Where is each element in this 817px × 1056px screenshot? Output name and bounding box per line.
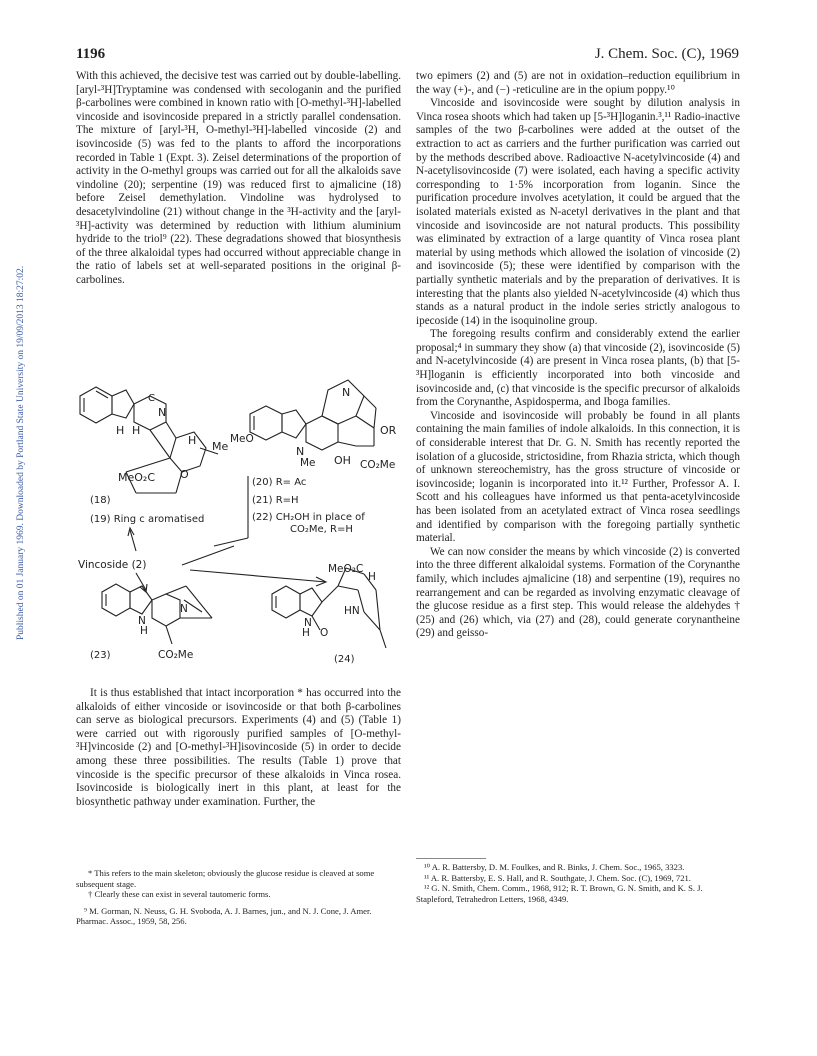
page-number: 1196 [76, 46, 106, 62]
structure-23 [102, 584, 212, 644]
label-meo: MeO [230, 433, 254, 445]
label-n: N [138, 615, 146, 627]
label-o: O [180, 468, 189, 481]
label-o: O [320, 627, 329, 639]
label-or: OR [380, 424, 397, 437]
left-column-bottom [76, 687, 401, 809]
left-column-top [76, 70, 401, 288]
paragraph: The foregoing results confirm and considerably extend the earlier proposal;⁴ in summary they show (a) that vincoside (2), isovincoside (5) and N-acetylvincoside (4) are present in Vinca rosea plants, (b) that [5-³H]loganin is efficiently incorporated into both vincoside and isovincoside and, (c) that vincoside is the specific precursor of alkaloids from the Corynanthe, Aspidosperma, and Iboga families. [416, 328, 740, 409]
footnotes-right [416, 862, 740, 904]
paragraph: It is thus established that intact incorporation * has occurred into the alkaloids of either vincoside or isovincoside or that both β-carbolines can serve as biological precursors. Experiments (4) and (5) (Table 1) were carried out with rigorously purified samples of [O-methyl-³H]vincoside (2) and [O-methyl-³H]isovincoside (5) in order to decide among these three possibilities. The results (Table 1) prove that vincoside is the specific precursor of these alkaloids in Vinca rosea. Isovincoside is biologically inert in this plant, at least for the biosynthetic pathway under examination. Further, the [76, 687, 401, 808]
label-oh: OH [334, 454, 351, 467]
paragraph: Vincoside and isovincoside were sought by dilution analysis in Vinca rosea shoots which had taken up [5-³H]loganin.³,¹¹ Radio-inactive samples of the two β-carbolines were added at the outset of the extraction to act as carriers and the further purification was carried out by the methods described above. Radioactive N-acetylvincoside (4) and N-acetylisovincoside (7) were isolated, each having a specific activity corresponding to 1·5% incorporation from loganin. Since the purification procedure involves acetylation, it could be argued that the isolated materials existed as N-acetyl derivatives in the plant and that vincoside and isovincoside are not natural products. This possibility was eliminated by extraction of a large quantity of Vinca rosea plant material by using methods which allowed the isolation of vincoside (2) and isovincoside (5); these were identified by comparison with the partially synthetic materials and by the preparation of derivatives. It is interesting that the plants also yielded N-acetylvincoside (4) which thus stands as a natural product in the indole series strictly analogous to ipecoside (14) in the isoquinoline group. [416, 97, 740, 327]
label-n: N [304, 617, 312, 629]
arrow-line [182, 546, 234, 565]
vincoside-label: Vincoside (2) [78, 559, 147, 571]
label-n: N [158, 406, 167, 419]
compound-23-label: (23) [90, 650, 111, 661]
label-me: Me [300, 457, 316, 469]
reference-9: ⁹ M. Gorman, N. Neuss, G. H. Svoboda, A. J. Barnes, jun., and N. J. Cone, J. Amer. Pharmac. Assoc., 1959, 58, 256. [76, 905, 372, 927]
label-co2me: CO₂Me [360, 459, 396, 471]
download-notice-text: Published on 01 January 1969. Downloaded by Portland State University on 19/09/2013 18:27:02. [16, 265, 26, 640]
label-n: N [296, 445, 305, 458]
compound-18-label: (18) [90, 495, 111, 506]
label-h: H [188, 434, 197, 447]
compound-20-label: (20) R= Ac [252, 477, 307, 488]
structures-svg [76, 368, 406, 668]
paragraph: Vincoside and isovincoside will probably be found in all plants containing the main families of indole alkaloids. In this connection, it is of considerable interest that Dr. G. N. Smith has recently reported the isolation of a glucoside, strictosidine, from Rhazia stricta, which though of unknown stereochemistry, has the gross structure of vincoside or isovincoside; loganin is incorporated into it.¹² Further, Professor A. I. Scott and his colleagues have informed us that penta-acetylvincoside has been isolated from an acetylated extract of Vinca rosea seedlings and identified by comparison with the foregoing partially synthetic material. [416, 409, 740, 545]
label-hn: HN [344, 605, 360, 617]
arrow-line [190, 570, 326, 582]
bracket-line [214, 538, 248, 546]
paragraph: We can now consider the means by which vincoside (2) is converted into the three different alkaloidal systems. Formation of the Corynanthe family, which includes ajmalicine (18) and serpentine (19), requires no rearrangement and can be regarded as involving enzymatic cleavage of the glucose residue as a first step. This would release the aldehydes † (25) and (26) which, via (27) and (28), could generate corynantheine (29) and geisso- [416, 545, 740, 640]
label-n: N [180, 603, 188, 615]
label-h: H [302, 627, 310, 639]
label-h: H [140, 625, 148, 637]
footnote-dagger: † Clearly these can exist in several tautomeric forms. [88, 889, 271, 900]
footnotes-left [76, 868, 401, 927]
label-co2me: CO₂Me [158, 649, 194, 661]
label-meo2c: MeO₂C [328, 563, 364, 575]
label-h: H [368, 571, 376, 583]
chemical-structures-figure [76, 368, 406, 668]
label-h: H [132, 424, 141, 437]
reference-12: ¹² G. N. Smith, Chem. Comm., 1968, 912; R. T. Brown, G. N. Smith, and K. S. J. Stapleford, Tetrahedron Letters, 1968, 4349. [416, 883, 703, 904]
compound-19-label: (19) Ring c aromatised [90, 514, 205, 525]
label-me: Me [212, 440, 229, 453]
compound-22-label-2: CO₂Me, R=H [290, 524, 353, 535]
paragraph: With this achieved, the decisive test was carried out by double-labelling. [aryl-³H]Tryptamine was condensed with secologanin and the purified β-carbolines were combined in known ratio with [O-methyl-³H]-labelled vincoside and isovincoside prepared in a strictly parallel condensation. The mixture of [aryl-³H, O-methyl-³H]-labelled vincoside (2) and isovincoside (5) was fed to the plants to afford the incorporations recorded in Table 1 (Expt. 3). Zeisel determinations of the proportion of activity in the O-methyl groups was carried out for all the alkaloids save vindoline (20); serpentine (19) was reduced first to ajmalicine (18) before Zeisel demethylation. Vindoline was hydrolysed to desacetylvindoline (21) without change in the ³H-activity and the [aryl-³H]-activity was determined by reduction with lithium aluminium hydride to the triol⁹ (22). These degradations showed that biosynthesis of the three alkaloidal types had occurred without appreciable change in the ratio of labels set at well-separated positions in the original β-carbolines. [76, 70, 401, 286]
reference-10: ¹⁰ A. R. Battersby, D. M. Foulkes, and R. Binks, J. Chem. Soc., 1965, 3323. [424, 862, 685, 872]
compound-24-label: (24) [334, 654, 355, 665]
structure-20 [250, 380, 376, 450]
label-meo2c: MeO₂C [118, 471, 156, 484]
right-column [416, 70, 740, 641]
compound-22-label: (22) CH₂OH in place of [252, 512, 365, 523]
paragraph: two epimers (2) and (5) are not in oxidation–reduction equilibrium in the way (+)-, and (−) -reticuline are in the opium poppy.¹⁰ [416, 70, 740, 96]
label-c: C [148, 393, 155, 404]
footnote-rule [416, 858, 486, 859]
compound-21-label: (21) R=H [252, 495, 299, 506]
journal-title: J. Chem. Soc. (C), 1969 [594, 46, 739, 62]
label-h: H [116, 424, 125, 437]
footnote-star: * This refers to the main skeleton; obviously the glucose residue is cleaved at some subsequent stage. [76, 868, 375, 889]
reference-11: ¹¹ A. R. Battersby, E. S. Hall, and R. Southgate, J. Chem. Soc. (C), 1969, 721. [424, 872, 691, 883]
label-n: N [342, 386, 351, 399]
download-notice [2, 220, 26, 640]
